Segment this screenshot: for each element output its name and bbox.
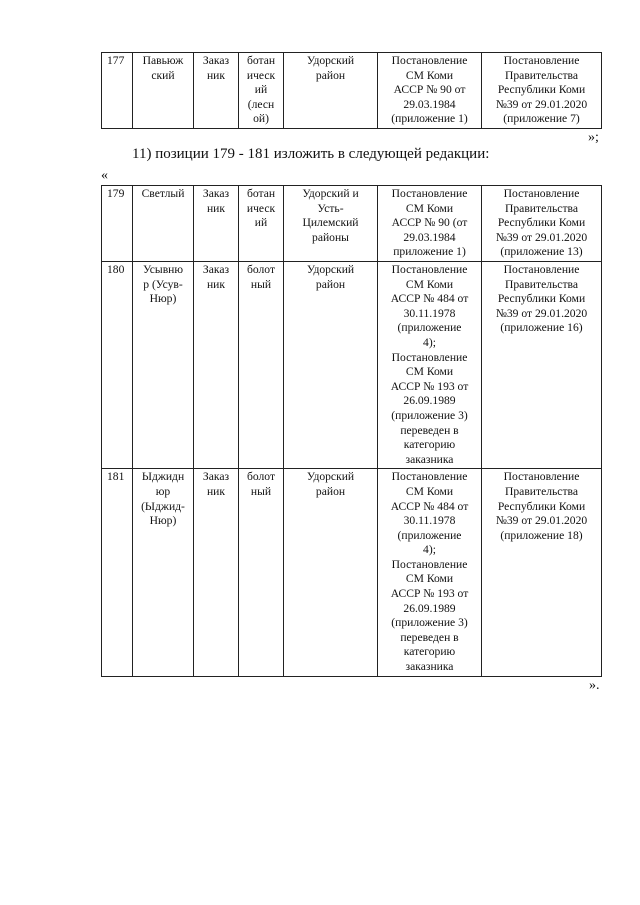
cell-line: Павьюж <box>142 54 184 67</box>
cell-line: Республики Коми <box>497 83 586 97</box>
cell-document <box>378 262 482 469</box>
cell-line: №39 от 29.01.2020 <box>495 514 588 528</box>
cell-line: ическ <box>246 68 276 82</box>
cell-type <box>194 53 239 129</box>
table-row <box>102 186 602 262</box>
cell-line: Правительства <box>505 484 578 498</box>
cell-line: Заказ <box>202 54 230 67</box>
cell-line: заказника <box>405 452 454 466</box>
cell-line: Усывню <box>142 263 184 276</box>
cell-line: Республики Коми <box>497 499 586 513</box>
cell-location <box>284 186 378 262</box>
cell-line: Постановление <box>503 470 580 484</box>
cell-line: Постановление <box>391 54 468 67</box>
open-quote: « <box>101 168 108 183</box>
cell-line: Постановление <box>391 263 468 276</box>
cell-line: Усть- <box>317 201 344 215</box>
cell-line: Удорский <box>306 263 355 276</box>
cell-line: ий <box>254 216 268 230</box>
cell-line: 30.11.1978 <box>403 514 456 528</box>
cell-line: СМ Коми <box>405 277 454 291</box>
cell-number: 179 <box>102 186 133 262</box>
cell-document <box>378 186 482 262</box>
cell-line: АССР № 484 от <box>390 292 469 306</box>
cell-line: АССР № 193 от <box>390 587 469 601</box>
cell-type <box>194 186 239 262</box>
cell-document-2 <box>482 186 602 262</box>
cell-type <box>194 469 239 676</box>
cell-line: ный <box>250 277 272 291</box>
cell-line: Удорский <box>306 470 355 484</box>
cell-line: район <box>315 277 346 291</box>
cell-line: СМ Коми <box>405 484 454 498</box>
cell-line: АССР № 484 от <box>390 499 469 513</box>
cell-line: №39 от 29.01.2020 <box>495 97 588 111</box>
cell-line: СМ Коми <box>405 201 454 215</box>
cell-number: 180 <box>102 262 133 469</box>
cell-document-2 <box>482 53 602 129</box>
cell-line: Постановление <box>391 187 468 200</box>
closing-quote-2: ». <box>589 678 600 693</box>
cell-line: Постановление <box>503 187 580 200</box>
cell-line: район <box>315 484 346 498</box>
cell-line: (приложение <box>397 528 462 542</box>
cell-line: 4); <box>423 543 436 557</box>
cell-number: 181 <box>102 469 133 676</box>
cell-line: 29.03.1984 <box>403 230 456 244</box>
cell-name <box>133 262 194 469</box>
cell-line: ий <box>254 83 268 97</box>
cell-line: ник <box>206 277 226 291</box>
table-row <box>102 262 602 469</box>
cell-line: 4); <box>423 335 436 349</box>
cell-line: Постановление <box>391 557 468 571</box>
cell-line: Постановление <box>391 350 468 364</box>
cell-line: Республики Коми <box>497 292 586 306</box>
cell-line: Правительства <box>505 277 578 291</box>
cell-line: категорию <box>403 645 456 659</box>
cell-location <box>284 53 378 129</box>
cell-line: Удорский <box>306 54 355 67</box>
cell-line: Постановление <box>391 470 468 484</box>
cell-line: приложение 1) <box>393 245 466 259</box>
cell-line: ный <box>250 484 272 498</box>
cell-type <box>194 262 239 469</box>
cell-line: ник <box>206 484 226 498</box>
cell-profile <box>239 262 284 469</box>
cell-line: Нюр) <box>149 292 177 306</box>
cell-line: ник <box>206 68 226 82</box>
cell-line: (приложение 7) <box>503 112 580 126</box>
cell-line: АССР № 193 от <box>390 379 469 393</box>
cell-line: (приложение 18) <box>500 528 583 542</box>
cell-line: ой) <box>253 112 269 126</box>
cell-profile <box>239 469 284 676</box>
cell-number: 177 <box>102 53 133 129</box>
cell-location <box>284 469 378 676</box>
cell-profile <box>239 53 284 129</box>
cell-line: ский <box>151 68 175 82</box>
cell-line: Нюр) <box>149 514 177 528</box>
cell-name <box>133 53 194 129</box>
cell-line: 26.09.1989 <box>403 394 456 408</box>
top-table <box>101 52 602 129</box>
cell-line: ник <box>206 201 226 215</box>
cell-line: №39 от 29.01.2020 <box>495 230 588 244</box>
cell-profile <box>239 186 284 262</box>
cell-line: (приложение 13) <box>500 245 583 259</box>
cell-line: №39 от 29.01.2020 <box>495 306 588 320</box>
cell-line: Цилемский <box>302 216 359 230</box>
cell-line: переведен в <box>400 630 459 644</box>
cell-line: болот <box>246 263 276 276</box>
cell-line: переведен в <box>400 423 459 437</box>
cell-line: (приложение 16) <box>500 321 583 335</box>
cell-line: (Ыджид- <box>141 499 185 513</box>
cell-line: СМ Коми <box>405 68 454 82</box>
cell-line: ботан <box>246 187 276 200</box>
cell-name <box>133 186 194 262</box>
cell-line: р (Усув- <box>143 277 183 291</box>
cell-document <box>378 53 482 129</box>
cell-line: Постановление <box>503 54 580 67</box>
cell-document-2 <box>482 469 602 676</box>
cell-line: районы <box>312 230 349 244</box>
cell-line: Постановление <box>503 263 580 276</box>
cell-line: ическ <box>246 201 276 215</box>
cell-line: 26.09.1989 <box>403 601 456 615</box>
positions-table <box>101 185 602 677</box>
table-row <box>102 53 602 129</box>
cell-line: болот <box>246 470 276 484</box>
closing-quote-1: »; <box>588 130 599 145</box>
cell-line: АССР № 90 от <box>393 83 466 97</box>
cell-line: Республики Коми <box>497 216 586 230</box>
cell-line: АССР № 90 (от <box>391 216 468 230</box>
cell-line: (приложение <box>397 321 462 335</box>
cell-line: заказника <box>405 660 454 674</box>
cell-line: Правительства <box>505 201 578 215</box>
cell-document <box>378 469 482 676</box>
cell-line: Заказ <box>202 187 230 200</box>
cell-line: (приложение 3) <box>391 408 468 422</box>
cell-line: Правительства <box>505 68 578 82</box>
cell-line: категорию <box>403 438 456 452</box>
cell-location <box>284 262 378 469</box>
cell-line: (приложение 1) <box>391 112 468 126</box>
cell-line: Заказ <box>202 470 230 484</box>
cell-line: Ыджидн <box>141 470 185 484</box>
cell-line: СМ Коми <box>405 365 454 379</box>
cell-line: Светлый <box>141 187 185 200</box>
cell-line: (лесн <box>247 97 275 111</box>
cell-line: Заказ <box>202 263 230 276</box>
instruction-text: 11) позиции 179 - 181 изложить в следующей редакции: <box>132 146 490 162</box>
cell-line: Удорский и <box>302 187 359 200</box>
cell-line: 29.03.1984 <box>403 97 456 111</box>
cell-line: район <box>315 68 346 82</box>
cell-line: СМ Коми <box>405 572 454 586</box>
cell-line: (приложение 3) <box>391 616 468 630</box>
cell-line: 30.11.1978 <box>403 306 456 320</box>
table-row <box>102 469 602 676</box>
cell-line: юр <box>155 484 171 498</box>
cell-name <box>133 469 194 676</box>
cell-document-2 <box>482 262 602 469</box>
cell-line: ботан <box>246 54 276 67</box>
